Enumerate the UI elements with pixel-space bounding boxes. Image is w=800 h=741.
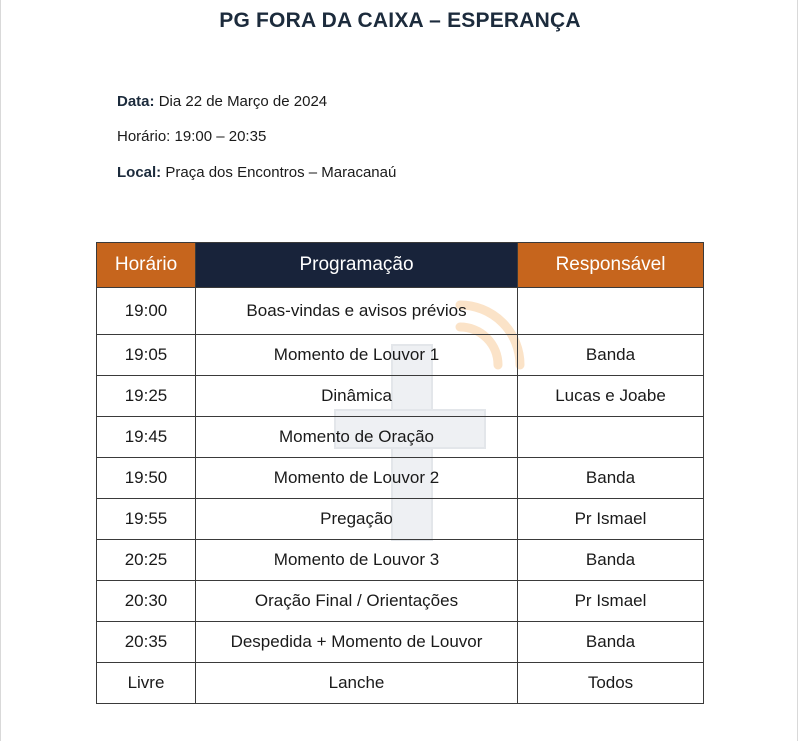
cell-program: Pregação bbox=[196, 499, 518, 540]
cell-program: Dinâmica bbox=[196, 376, 518, 417]
cell-responsible: Banda bbox=[518, 458, 704, 499]
cell-time: 19:00 bbox=[97, 288, 196, 335]
date-line bbox=[117, 93, 327, 110]
table-row bbox=[97, 622, 704, 663]
time-label: Horário: bbox=[117, 128, 171, 145]
cell-time: 19:50 bbox=[97, 458, 196, 499]
cell-program: Despedida + Momento de Louvor bbox=[196, 622, 518, 663]
cell-time: 19:45 bbox=[97, 417, 196, 458]
table-row bbox=[97, 540, 704, 581]
cell-time: 20:25 bbox=[97, 540, 196, 581]
cell-time: 19:55 bbox=[97, 499, 196, 540]
table-row bbox=[97, 376, 704, 417]
cell-responsible: Banda bbox=[518, 622, 704, 663]
schedule-table bbox=[96, 242, 704, 704]
table-row bbox=[97, 499, 704, 540]
table-row bbox=[97, 458, 704, 499]
time-line bbox=[117, 128, 266, 145]
page-edge-right bbox=[797, 0, 798, 741]
cell-responsible: Todos bbox=[518, 663, 704, 704]
date-value: Dia 22 de Março de 2024 bbox=[158, 93, 328, 110]
cell-program: Momento de Louvor 2 bbox=[196, 458, 518, 499]
header-responsible: Responsável bbox=[518, 243, 704, 288]
cell-time: 19:25 bbox=[97, 376, 196, 417]
cell-responsible: Lucas e Joabe bbox=[518, 376, 704, 417]
cell-program: Momento de Louvor 1 bbox=[196, 335, 518, 376]
cell-time: 20:30 bbox=[97, 581, 196, 622]
cell-responsible: Pr Ismael bbox=[518, 499, 704, 540]
cell-time: 19:05 bbox=[97, 335, 196, 376]
page-edge-left bbox=[0, 0, 1, 741]
cell-program: Momento de Louvor 3 bbox=[196, 540, 518, 581]
place-value: Praça dos Encontros – Maracanaú bbox=[165, 164, 397, 181]
place-line bbox=[117, 164, 396, 181]
table-row bbox=[97, 288, 704, 335]
cell-program: Oração Final / Orientações bbox=[196, 581, 518, 622]
table-header-row bbox=[97, 243, 704, 288]
time-value: 19:00 – 20:35 bbox=[174, 128, 267, 145]
cell-responsible: Pr Ismael bbox=[518, 581, 704, 622]
table-row bbox=[97, 335, 704, 376]
header-time: Horário bbox=[97, 243, 196, 288]
cell-responsible: Banda bbox=[518, 335, 704, 376]
cell-program: Lanche bbox=[196, 663, 518, 704]
date-label: Data: bbox=[117, 93, 155, 110]
table-row bbox=[97, 581, 704, 622]
cell-program: Momento de Oração bbox=[196, 417, 518, 458]
cell-responsible bbox=[518, 417, 704, 458]
cell-program: Boas-vindas e avisos prévios bbox=[196, 288, 518, 335]
place-label: Local: bbox=[117, 164, 162, 181]
cell-responsible bbox=[518, 288, 704, 335]
table-row bbox=[97, 663, 704, 704]
cell-time: 20:35 bbox=[97, 622, 196, 663]
table-row bbox=[97, 417, 704, 458]
cell-time: Livre bbox=[97, 663, 196, 704]
header-program: Programação bbox=[196, 243, 518, 288]
document-title: PG FORA DA CAIXA – ESPERANÇA bbox=[219, 9, 581, 32]
cell-responsible: Banda bbox=[518, 540, 704, 581]
